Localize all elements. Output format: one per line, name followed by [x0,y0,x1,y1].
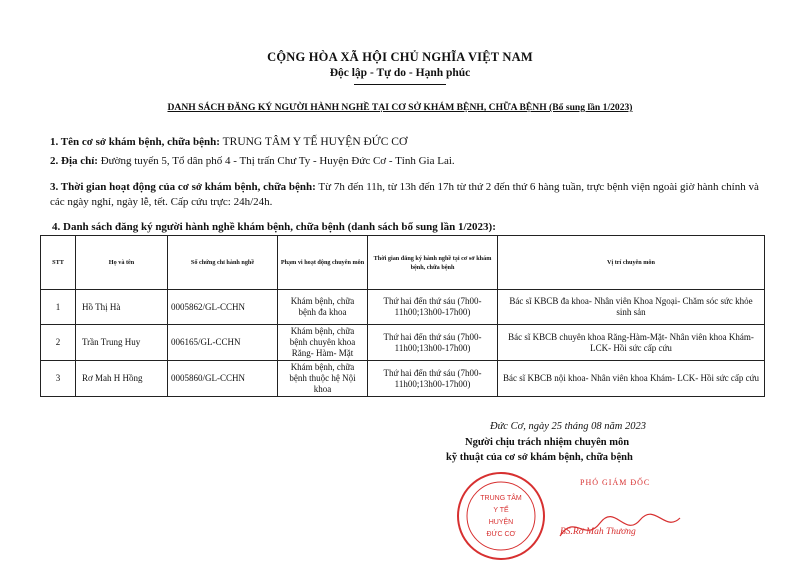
nation-title: CỘNG HÒA XÃ HỘI CHỦ NGHĨA VIỆT NAM [267,50,533,64]
table-header-row [41,236,765,290]
document-title: DANH SÁCH ĐĂNG KÝ NGƯỜI HÀNH NGHỀ TẠI CƠ SỞ KHÁM BỆNH, CHỮA BỆNH (Bổ sung lần 1/2023) [167,102,633,113]
cell-position: Bác sĩ KBCB nội khoa- Nhân viên khoa Khám- LCK- Hồi sức cấp cứu [498,361,765,397]
official-seal [455,470,547,562]
facility-label: 1. Tên cơ sở khám bệnh, chữa bệnh: [50,136,220,148]
signature-role-line2: kỹ thuật của cơ sở khám bệnh, chữa bệnh [446,452,633,463]
motto-underline [354,84,446,85]
signature-role-line1: Người chịu trách nhiệm chuyên môn [465,437,630,448]
cell-stt: 2 [41,325,76,361]
cell-time: Thứ hai đến thứ sáu (7h00-11h00;13h00-17h00) [368,290,498,325]
cell-time: Thứ hai đến thứ sáu (7h00-11h00;13h00-17h00) [368,325,498,361]
table-row [41,325,765,361]
cell-position: Bác sĩ KBCB chuyên khoa Răng-Hàm-Mặt- Nhân viên khoa Khám- LCK- Hồi sức cấp cứu [498,325,765,361]
cell-scope: Khám bệnh, chữa bệnh thuộc hệ Nội khoa [278,361,368,397]
cell-cert: 0005860/GL-CCHN [168,361,278,397]
nation-motto: Độc lập - Tự do - Hạnh phúc [329,67,471,79]
cell-name: Rơ Mah H Hồng [76,361,168,397]
cell-name: Trần Trung Huy [76,325,168,361]
header-scope: Phạm vi hoạt động chuyên môn [278,236,368,290]
header-position: Vị trí chuyên môn [498,236,765,290]
hours-line [50,180,760,210]
signature-date: Đức Cơ, ngày 25 tháng 08 năm 2023 [490,421,646,432]
cell-time: Thứ hai đến thứ sáu (7h00-11h00;13h00-17h00) [368,361,498,397]
svg-text:Y TẾ: Y TẾ [493,507,509,514]
header-stt: STT [41,236,76,290]
table-row [41,290,765,325]
header-name: Họ và tên [76,236,168,290]
svg-text:HUYỆN: HUYỆN [488,519,514,526]
cell-position: Bác sĩ KBCB đa khoa- Nhân viên Khoa Ngoại- Chăm sóc sức khỏe sinh sản [498,290,765,325]
address-value: Đường tuyến 5, Tổ dân phố 4 - Thị trấn Chư Ty - Huyện Đức Cơ - Tỉnh Gia Lai. [100,155,455,167]
table-row [41,361,765,397]
hours-label: 3. Thời gian hoạt động của cơ sở khám bệnh, chữa bệnh: [50,181,316,193]
list-heading: 4. Danh sách đăng ký người hành nghề khám bệnh, chữa bệnh (danh sách bổ sung lần 1/2023): [52,221,496,233]
practitioner-table [40,235,765,397]
header-time: Thời gian đăng ký hành nghề tại cơ sở khám bệnh, chữa bệnh [368,236,498,290]
cell-scope: Khám bệnh, chữa bệnh đa khoa [278,290,368,325]
cell-stt: 3 [41,361,76,397]
signer-name: BS.Rơ Mah Thương [560,527,636,537]
cell-cert: 0005862/GL-CCHN [168,290,278,325]
header-cert: Số chứng chỉ hành nghề [168,236,278,290]
facility-line [50,135,760,150]
cell-scope: Khám bệnh, chữa bệnh chuyên khoa Răng- Hàm- Mặt [278,325,368,361]
cell-stt: 1 [41,290,76,325]
address-label: 2. Địa chỉ: [50,155,98,167]
svg-text:TRUNG TÂM: TRUNG TÂM [480,495,522,502]
facility-value: TRUNG TÂM Y TẾ HUYỆN ĐỨC CƠ [222,136,408,148]
cell-cert: 006165/GL-CCHN [168,325,278,361]
svg-text:ĐỨC CƠ: ĐỨC CƠ [486,531,516,538]
cell-name: Hồ Thị Hà [76,290,168,325]
address-line [50,154,760,169]
hours-value: Từ 7h đến 11h, từ 13h đến 17h từ thứ 2 đến thứ 6 hàng tuần, trực bệnh viện ngoài giờ hành chính và các ngày nghỉ, ngày lễ, tết. Cấp cứu trực: 24h/24h. [50,181,759,208]
stamp-title: PHÓ GIÁM ĐỐC [580,478,651,487]
